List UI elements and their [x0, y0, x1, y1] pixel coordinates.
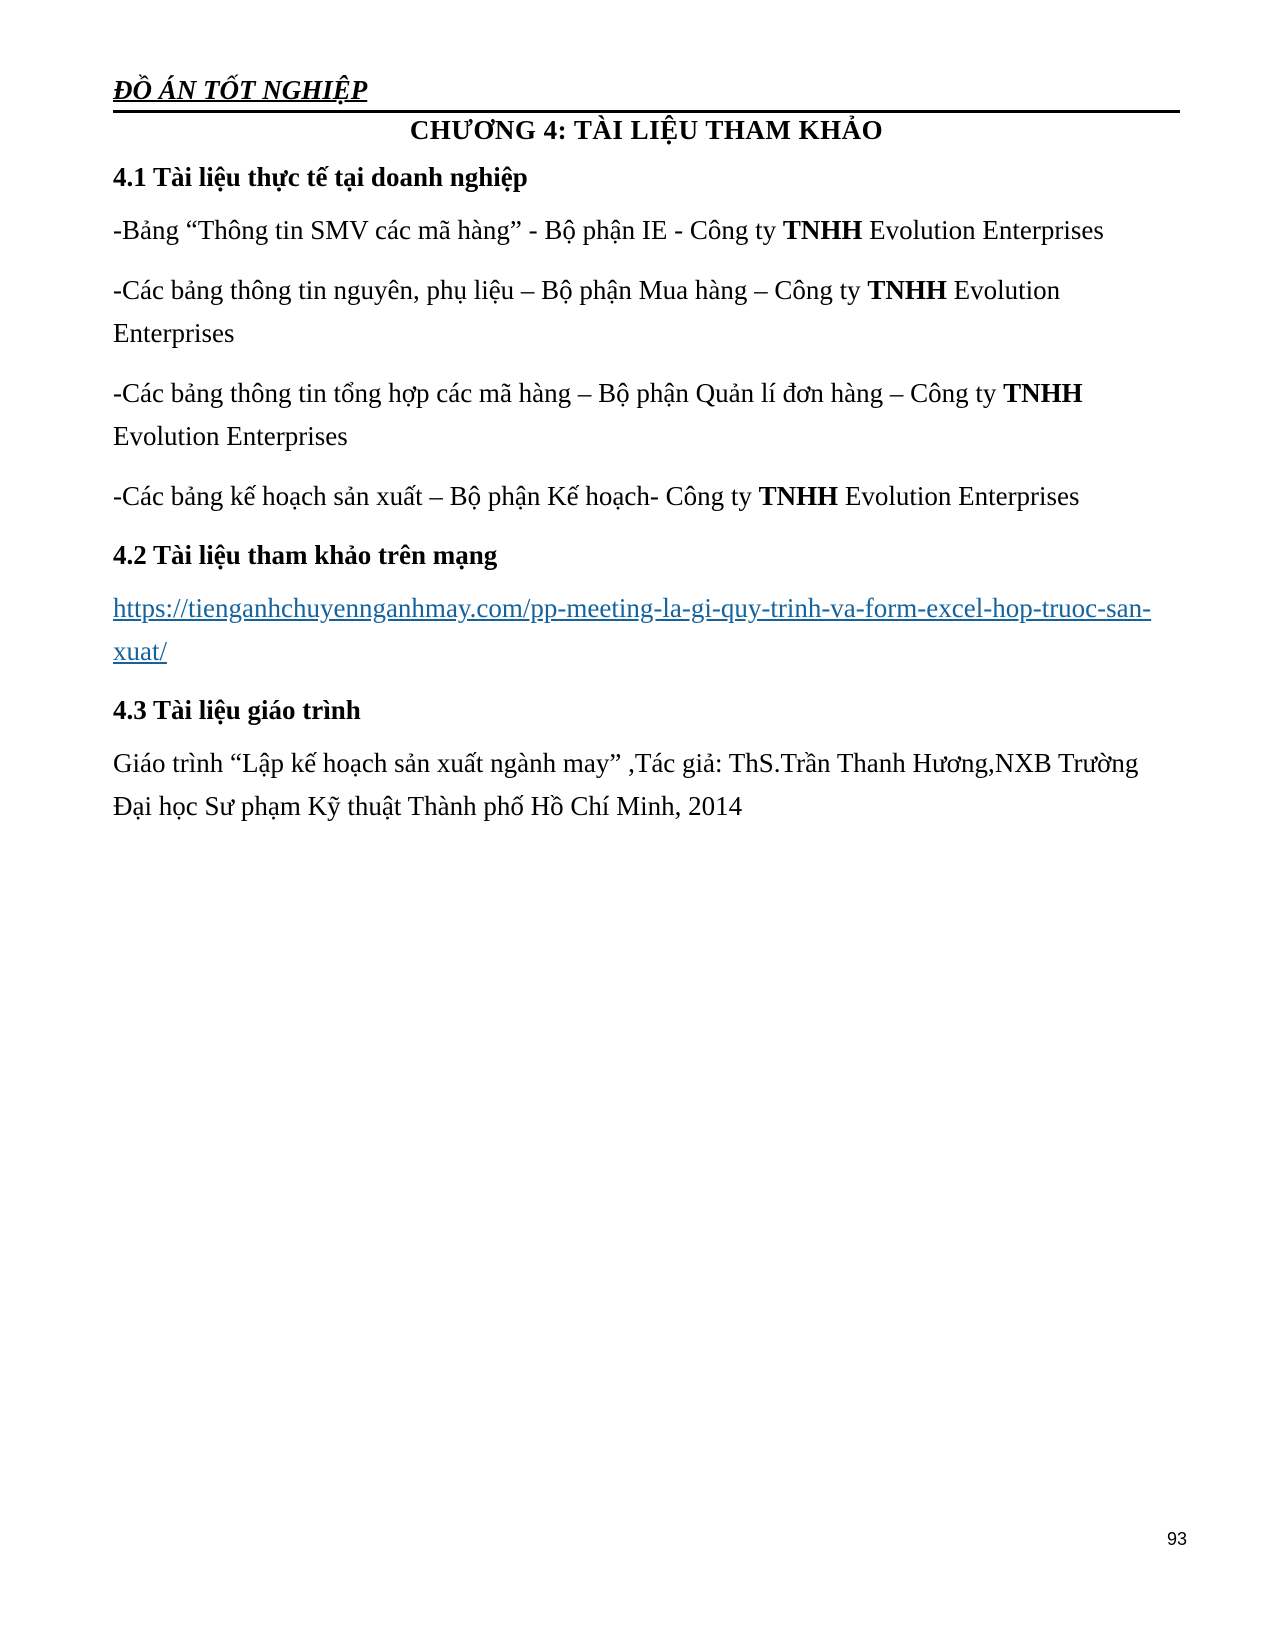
text-segment: -Bảng “Thông tin SMV các mã hàng” - Bộ phận IE - Công ty: [113, 215, 783, 245]
section-heading-4-3: 4.3 Tài liệu giáo trình: [113, 695, 361, 725]
text-segment: TNHH: [782, 215, 863, 245]
text-segment: TNHH: [758, 481, 839, 511]
text-segment: -Các bảng thông tin nguyên, phụ liệu – Bộ phận Mua hàng – Công ty: [113, 275, 868, 305]
text-segment: xuat/: [113, 636, 167, 666]
section-4-3: [113, 690, 1180, 828]
page-number: 93: [1166, 1529, 1187, 1549]
text-segment: Enterprises: [113, 318, 235, 348]
reference-link-paragraph: [113, 587, 1180, 673]
text-segment: TNHH: [867, 275, 947, 305]
text-segment: Evolution Enterprises: [113, 421, 348, 451]
running-header: [113, 75, 1180, 113]
text-segment: -Các bảng kế hoạch sản xuất – Bộ phận Kế hoạch- Công ty: [113, 481, 759, 511]
reference-paragraph: [113, 209, 1180, 252]
section-4-2: [113, 535, 1180, 673]
reference-paragraph: [113, 269, 1180, 355]
chapter-title: CHƯƠNG 4: TÀI LIỆU THAM KHẢO: [409, 115, 884, 145]
text-segment: Đại học Sư phạm Kỹ thuật Thành phố Hồ Chí Minh, 2014: [113, 791, 743, 821]
text-segment: Evolution Enterprises: [862, 215, 1104, 245]
text-segment: Giáo trình “Lập kế hoạch sản xuất ngành may” ,Tác giả: ThS.Trần Thanh Hương,NXB Trường: [113, 748, 1139, 778]
section-4-1: [113, 157, 1180, 518]
text-segment: Evolution Enterprises: [838, 481, 1080, 511]
text-segment: Evolution: [946, 275, 1061, 305]
running-header-title: ĐỒ ÁN TỐT NGHIỆP: [113, 75, 368, 105]
reference-paragraph: [113, 372, 1180, 458]
reference-link[interactable]: [113, 593, 1151, 666]
section-heading-4-1: 4.1 Tài liệu thực tế tại doanh nghiệp: [113, 162, 528, 192]
section-heading-4-2: 4.2 Tài liệu tham khảo trên mạng: [113, 540, 498, 570]
text-segment: TNHH: [1003, 378, 1083, 408]
reference-paragraph: [113, 742, 1180, 828]
reference-paragraph: [113, 475, 1180, 518]
text-segment: https://tienganhchuyennganhmay.com/pp-meeting-la-gi-quy-trinh-va-form-excel-hop-truoc-san-: [113, 593, 1152, 623]
text-segment: -Các bảng thông tin tổng hợp các mã hàng – Bộ phận Quản lí đơn hàng – Công ty: [113, 378, 1004, 408]
references-content: [113, 157, 1180, 828]
